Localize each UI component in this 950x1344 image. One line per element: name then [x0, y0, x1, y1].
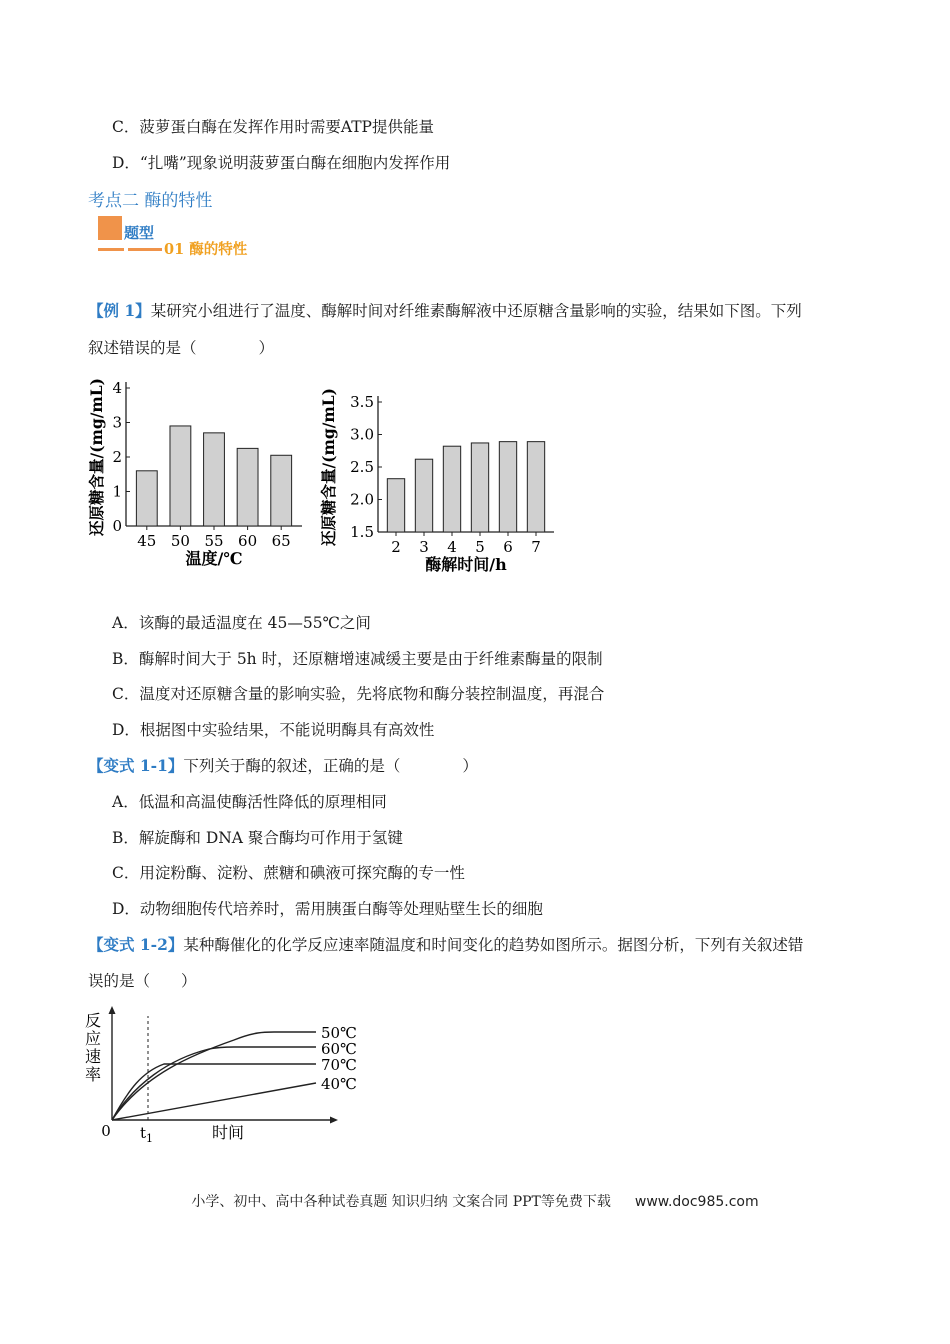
example1-tag: 【例 1】	[88, 301, 151, 320]
bar	[527, 442, 544, 532]
series-label-60c: 60℃	[321, 1040, 357, 1058]
x-tick-label: 3	[419, 538, 429, 556]
bar	[415, 459, 432, 532]
variant2-stem-line1: 某种酶催化的化学反应速率随温度和时间变化的趋势如图所示。据图分析，下列有关叙述错	[183, 936, 804, 954]
variant1-option-c: C．用淀粉酶、淀粉、蔗糖和碘液可探究酶的专一性	[112, 864, 465, 882]
x-tick-label: 6	[503, 538, 513, 556]
reaction-rate-chart	[84, 1004, 374, 1144]
y-axis-label: 还原糖含量/(mg/mL)	[87, 377, 106, 537]
y-tick-label: 3	[112, 413, 122, 432]
variant1-tag: 【变式 1-1】	[88, 756, 184, 775]
footer	[0, 1191, 950, 1211]
series-label-40c: 40℃	[321, 1075, 357, 1093]
x-tick-label: 50	[170, 532, 190, 550]
x-tick-label: 65	[271, 532, 291, 550]
bar	[271, 455, 292, 526]
y-tick-label: 3.0	[350, 425, 374, 444]
x-tick-label: 55	[204, 532, 224, 550]
x-tick-label: 5	[475, 538, 485, 556]
footer-text: 小学、初中、高中各种试卷真题 知识归纳 文案合同 PPT等免费下载	[191, 1194, 611, 1210]
y-axis-label-char: 率	[84, 1065, 102, 1084]
bar	[471, 443, 488, 532]
t1-subscript: 1	[146, 1132, 154, 1144]
example1-stem	[88, 300, 802, 322]
variant2-stem-line2: 误的是（ ）	[88, 972, 197, 990]
x-axis-label: 温度/℃	[185, 549, 243, 568]
y-axis-arrow-icon	[109, 1006, 116, 1014]
curve-60c	[112, 1047, 316, 1120]
time-bar-chart	[318, 374, 568, 584]
example1-stem-line1: 某研究小组进行了温度、酶解时间对纤维素酶解液中还原糖含量影响的实验，结果如下图。下列	[150, 302, 802, 320]
origin-label: 0	[101, 1122, 111, 1140]
bar	[136, 471, 157, 526]
bar	[170, 426, 191, 526]
variant1-stem	[88, 755, 478, 777]
y-axis-label-char: 反	[84, 1011, 102, 1030]
bar	[387, 479, 404, 532]
curve-40c	[112, 1083, 316, 1120]
x-axis-label: 酶解时间/h	[425, 555, 507, 574]
x-tick-label: 60	[238, 532, 258, 550]
prev-option-c: C．菠萝蛋白酶在发挥作用时需要ATP提供能量	[112, 118, 434, 136]
footer-site-link[interactable]: www.doc985.com	[634, 1194, 759, 1210]
badge-subtitle: 01 酶的特性	[164, 241, 248, 258]
example1-option-b: B．酶解时间大于 5h 时，还原糖增速减缓主要是由于纤维素酶量的限制	[112, 650, 603, 668]
prev-option-d: D．“扎嘴”现象说明菠萝蛋白酶在细胞内发挥作用	[112, 154, 451, 172]
y-tick-label: 1	[112, 482, 122, 501]
badge-square-icon	[98, 216, 122, 240]
bar	[204, 433, 225, 526]
y-axis-label-char: 应	[84, 1029, 102, 1048]
badge-underline	[98, 248, 124, 251]
x-tick-label: 2	[391, 538, 401, 556]
x-axis-arrow-icon	[330, 1117, 338, 1124]
bar	[443, 446, 460, 532]
variant1-stem-text: 下列关于酶的叙述，正确的是（ ）	[183, 757, 478, 775]
t1-label: $t_1$	[140, 1124, 154, 1144]
x-axis-label: 时间	[212, 1123, 245, 1142]
y-tick-label: 0	[112, 517, 122, 535]
bar	[237, 448, 258, 526]
example1-option-c: C．温度对还原糖含量的影响实验，先将底物和酶分装控制温度，再混合	[112, 685, 605, 703]
badge-title: 题型	[124, 224, 155, 242]
bar	[499, 442, 516, 532]
badge-underline	[128, 248, 162, 251]
y-tick-label: 4	[112, 379, 122, 397]
variant1-option-a: A．低温和高温使酶活性降低的原理相同	[112, 793, 387, 811]
x-tick-label: 45	[137, 532, 157, 550]
series-label-50c: 50℃	[321, 1024, 357, 1042]
variant1-option-d: D．动物细胞传代培养时，需用胰蛋白酶等处理贴壁生长的细胞	[112, 900, 543, 918]
y-tick-label: 2.0	[350, 490, 374, 509]
y-axis-label-char: 速	[84, 1047, 102, 1066]
variant2-stem	[88, 934, 803, 956]
x-tick-label: 7	[531, 538, 541, 556]
example1-option-d: D．根据图中实验结果，不能说明酶具有高效性	[112, 721, 435, 739]
question-type-badge	[96, 214, 266, 260]
example1-option-a: A．该酶的最适温度在 45—55℃之间	[112, 614, 371, 632]
example1-stem-line2: 叙述错误的是（ ）	[88, 339, 275, 357]
y-tick-label: 2.5	[350, 458, 374, 476]
x-tick-label: 4	[447, 538, 457, 556]
variant1-option-b: B．解旋酶和 DNA 聚合酶均可作用于氢键	[112, 829, 403, 847]
y-axis-label: 还原糖含量/(mg/mL)	[319, 387, 338, 547]
y-tick-label: 3.5	[350, 393, 374, 411]
section-title: 考点二 酶的特性	[88, 191, 213, 211]
series-label-70c: 70℃	[321, 1056, 357, 1074]
y-tick-label: 2	[112, 448, 122, 466]
temperature-bar-chart	[86, 374, 316, 584]
variant2-tag: 【变式 1-2】	[88, 935, 184, 954]
y-tick-label: 1.5	[350, 523, 374, 541]
curve-70c	[112, 1064, 316, 1120]
